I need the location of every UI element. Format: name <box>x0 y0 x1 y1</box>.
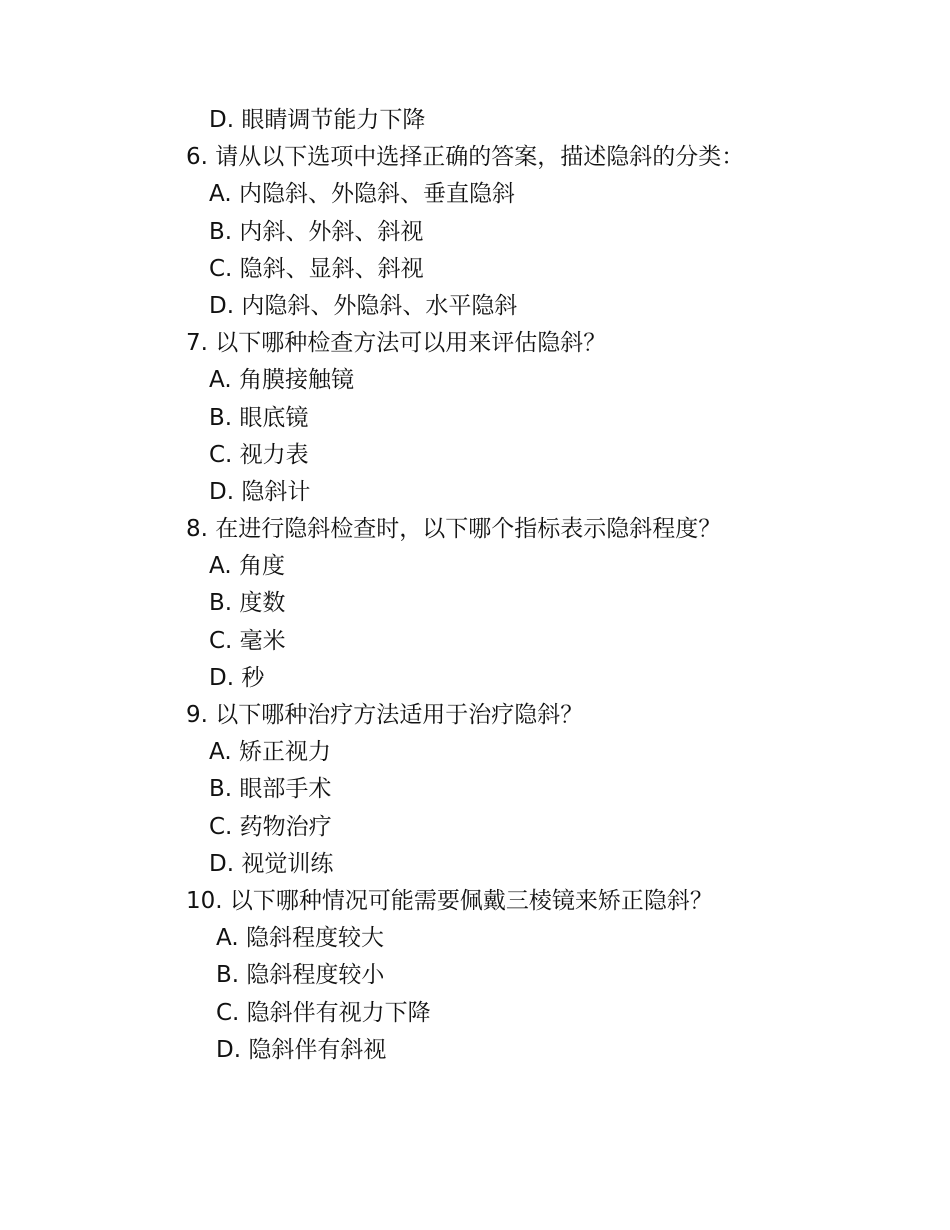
question-10: 10. 以下哪种情况可能需要佩戴三棱镜来矫正隐斜？ <box>186 887 713 914</box>
option-10d: D. 隐斜伴有斜视 <box>216 1036 387 1063</box>
option-7b: B. 眼底镜 <box>209 404 309 431</box>
option-6c: C. 隐斜、显斜、斜视 <box>209 255 424 282</box>
option-6d: D. 内隐斜、外隐斜、水平隐斜 <box>209 292 518 319</box>
option-8a: A. 角度 <box>209 553 285 580</box>
option-7c: C. 视力表 <box>209 441 309 468</box>
option-9a: A. 矫正视力 <box>209 739 331 766</box>
option-7d: D. 隐斜计 <box>209 478 311 505</box>
option-8b: B. 度数 <box>209 590 286 617</box>
option-6a: A. 内隐斜、外隐斜、垂直隐斜 <box>209 181 515 208</box>
option-9d: D. 视觉训练 <box>209 850 334 877</box>
question-7: 7. 以下哪种检查方法可以用来评估隐斜？ <box>186 330 607 357</box>
option-8c: C. 毫米 <box>209 627 286 654</box>
option-10c: C. 隐斜伴有视力下降 <box>216 999 431 1026</box>
option-10b: B. 隐斜程度较小 <box>216 962 385 989</box>
option-8d: D. 秒 <box>209 664 265 691</box>
option-6b: B. 内斜、外斜、斜视 <box>209 218 424 245</box>
option-7a: A. 角膜接触镜 <box>209 367 354 394</box>
question-list <box>186 102 886 1069</box>
question-6: 6. 请从以下选项中选择正确的答案，描述隐斜的分类： <box>186 144 745 171</box>
question-9: 9. 以下哪种治疗方法适用于治疗隐斜？ <box>186 702 584 728</box>
option-9c: C. 药物治疗 <box>209 813 332 840</box>
option-9b: B. 眼部手术 <box>209 776 332 803</box>
question-8: 8. 在进行隐斜检查时，以下哪个指标表示隐斜程度？ <box>186 516 722 543</box>
option-5d: D. 眼睛调节能力下降 <box>209 107 426 133</box>
option-10a: A. 隐斜程度较大 <box>216 925 384 952</box>
